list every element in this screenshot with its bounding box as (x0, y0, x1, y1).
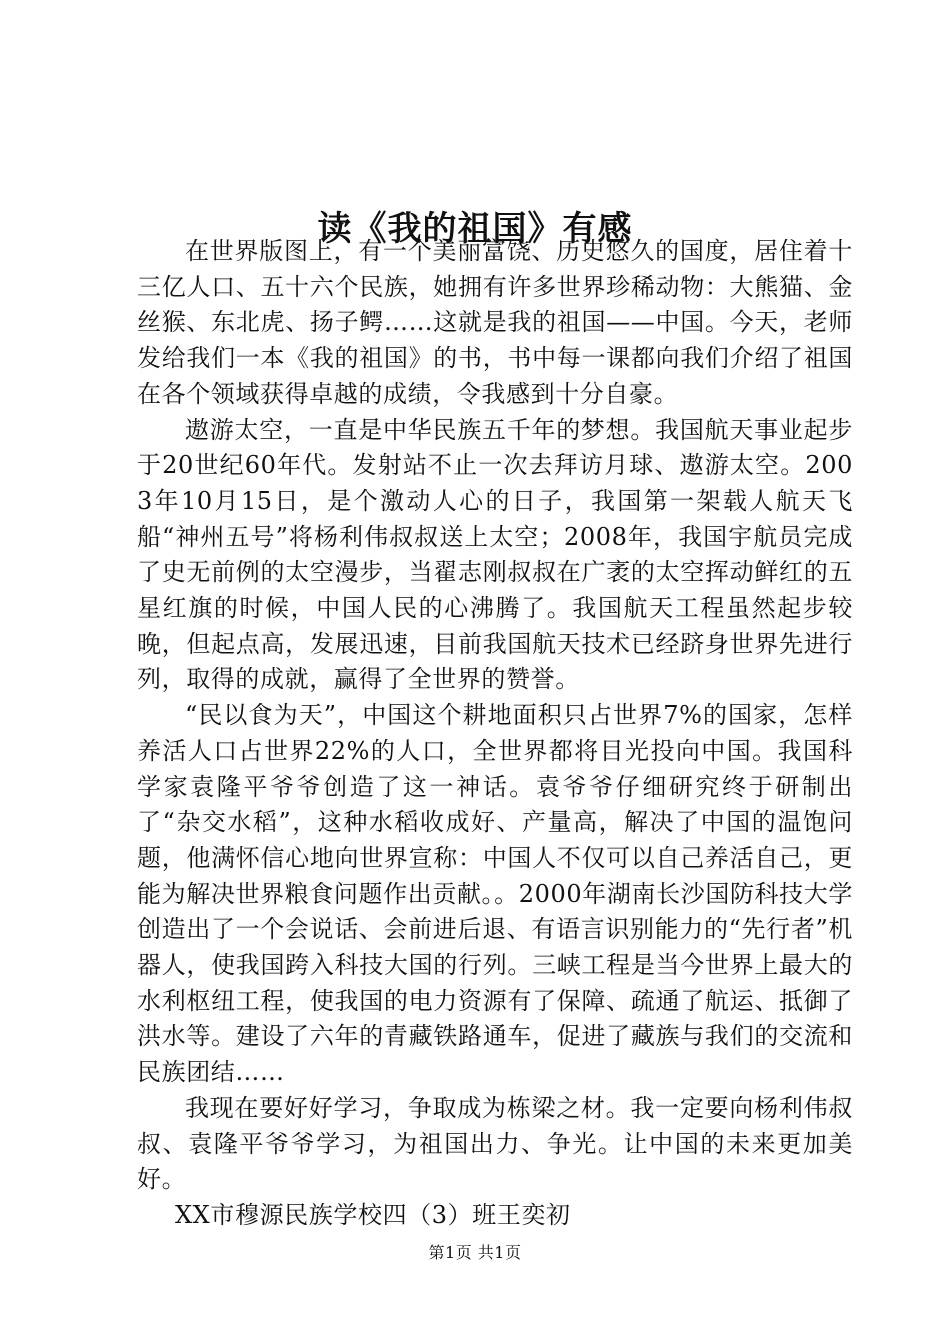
author-signature: XX市穆源民族学校四（3）班王奕初 (175, 1200, 571, 1229)
paragraph-conclusion: 我现在要好好学习，争取成为栋梁之材。我一定要向杨利伟叔叔、袁隆平爷爷学习，为祖国出力、争光。让中国的未来更加美好。 (137, 1093, 853, 1194)
paragraph-food-technology: “民以食为天”，中国这个耕地面积只占世界7%的国家，怎样养活人口占世界22%的人口，全世界都将目光投向中国。我国科学家袁隆平爷爷创造了这一神话。袁爷爷仔细研究终于研制出了“杂交水稻”，这种水稻收成好、产量高，解决了中国的温饱问题，他满怀信心地向世界宣称：中国人不仅可以自己养活自己，更能为解决世界粮食问题作出贡献。。2000年湖南长沙国防科技大学创造出了一个会说话、会前进后退、有语言识别能力的“先行者”机器人，使我国跨入科技大国的行列。三峡工程是当今世界上最大的水利枢纽工程，使我国的电力资源有了保障、疏通了航运、抵御了洪水等。建设了六年的青藏铁路通车，促进了藏族与我们的交流和民族团结…… (137, 701, 853, 1087)
document-body (137, 234, 853, 1234)
paragraph-intro: 在世界版图上，有一个美丽富饶、历史悠久的国度，居住着十三亿人口、五十六个民族，她拥有许多世界珍稀动物：大熊猫、金丝猴、东北虎、扬子鳄……这就是我的祖国——中国。今天，老师发给我们一本《我的祖国》的书，书中每一课都向我们介绍了祖国在各个领域获得卓越的成绩，令我感到十分自豪。 (137, 237, 853, 408)
document-title: 读《我的祖国》有感 (317, 208, 633, 249)
page-footer: 第1页 共1页 (428, 1243, 522, 1262)
paragraph-space: 遨游太空，一直是中华民族五千年的梦想。我国航天事业起步于20世纪60年代。发射站不止一次去拜访月球、遨游太空。2003年10月15日，是个激动人心的日子，我国第一架载人航天飞船“神州五号”将杨利伟叔叔送上太空；2008年，我国宇航员完成了史无前例的太空漫步，当翟志刚叔叔在广袤的太空挥动鲜红的五星红旗的时候，中国人民的心沸腾了。我国航天工程虽然起步较晚，但起点高，发展迅速，目前我国航天技术已经跻身世界先进行列，取得的成就，赢得了全世界的赞誉。 (137, 415, 853, 694)
